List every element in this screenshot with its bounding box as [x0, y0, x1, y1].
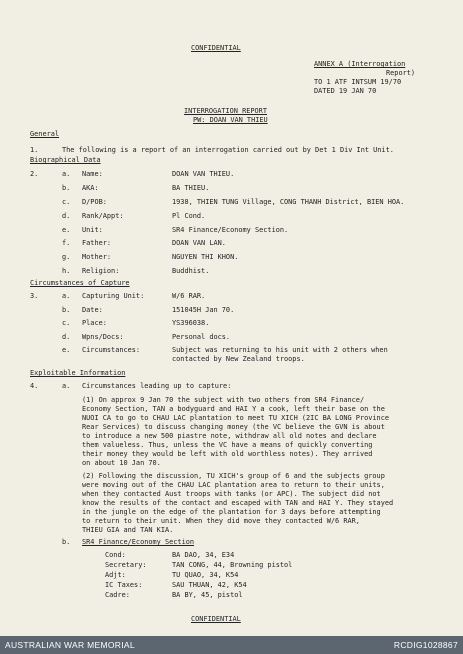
text-line: Rear Services) to discuss changing money (the VC believe the GVN is about — [82, 423, 385, 431]
row-letter: e. — [62, 226, 71, 234]
sub-letter: b. — [62, 538, 71, 546]
row-label: AKA: — [82, 184, 99, 192]
row-letter: c. — [62, 198, 71, 206]
sub-letter: a. — [62, 382, 71, 390]
row-value: Buddhist. — [172, 267, 210, 275]
text-line: know the results of the contact and escaped with TAN and HAI Y. They stayed — [82, 499, 394, 507]
report-title: INTERROGATION REPORT — [184, 107, 267, 115]
text-line: their money they would be left with old worthless notes). They arrived — [82, 450, 373, 458]
general-text: The following is a report of an interrogation carried out by Det 1 Div Int Unit. — [62, 146, 394, 154]
footer-source: AUSTRALIAN WAR MEMORIAL — [5, 640, 135, 650]
text-line: when they contacted Aust troops with tanks (or APC). The subject did not — [82, 490, 381, 498]
archive-footer — [0, 636, 463, 654]
sub-title: Circumstances leading up to capture: — [82, 382, 232, 390]
sub-title: SR4 Finance/Economy Section — [82, 538, 195, 546]
row-label: D/POB: — [82, 198, 107, 206]
row-value: YS396038. — [172, 319, 210, 327]
staff-value: TU QUAO, 34, K54 — [172, 571, 239, 579]
row-label: Unit: — [82, 226, 103, 234]
text-line: were moving out of the CHAU LAC plantation area to return to their units, — [82, 481, 385, 489]
staff-value: BA DAO, 34, E34 — [172, 551, 235, 559]
annex-line: DATED 19 JAN 70 — [314, 87, 377, 95]
row-label: Place: — [82, 319, 107, 327]
row-label: Wpns/Docs: — [82, 333, 124, 341]
row-letter: d. — [62, 212, 71, 220]
row-value: W/6 RAR. — [172, 292, 206, 300]
paragraph-number: 4. — [30, 382, 39, 390]
row-letter: h. — [62, 267, 71, 275]
section-heading-general: General — [30, 130, 60, 138]
row-label: Rank/Appt: — [82, 212, 124, 220]
row-letter: d. — [62, 333, 71, 341]
row-label: Circumstances: — [82, 346, 141, 354]
annex-line: ANNEX A (Interrogation — [314, 60, 406, 68]
staff-role: Cadre: — [105, 591, 130, 599]
row-value: DOAN VAN LAN. — [172, 239, 226, 247]
row-letter: b. — [62, 306, 71, 314]
row-label: Father: — [82, 239, 112, 247]
paragraph-number: 1. — [30, 146, 39, 154]
row-letter: c. — [62, 319, 71, 327]
row-value: Subject was returning to his unit with 2 others when — [172, 346, 388, 354]
staff-role: IC Taxes: — [105, 581, 143, 589]
text-line: Economy Section, TAN a bodyguard and HAI Y a cook, left their base on the — [82, 405, 385, 413]
text-line: NUOI CA to go to CHAU LAC plantation to meet TU XICH (2IC BA LONG Province — [82, 414, 389, 422]
text-line: to return to their unit. When they did move they contacted W/6 RAR, — [82, 517, 360, 525]
text-line: (1) On approx 9 Jan 70 the subject with two others from SR4 Finance/ — [82, 396, 365, 404]
row-value: BA THIEU. — [172, 184, 210, 192]
row-label: Religion: — [82, 267, 120, 275]
text-line: THIEU GIA and TAN KIA. — [82, 526, 174, 534]
classification-bottom: CONFIDENTIAL — [191, 615, 241, 623]
text-line: to introduce a new 500 piastre note, withdraw all old notes and declare — [82, 432, 377, 440]
text-line: them valueless. Thus, unless the VC have a means of quickly converting — [82, 441, 373, 449]
staff-role: Secretary: — [105, 561, 147, 569]
staff-value: BA BY, 45, pistol — [172, 591, 243, 599]
row-value: DOAN VAN THIEU. — [172, 170, 235, 178]
row-value: Pl Cond. — [172, 212, 206, 220]
section-heading-capture: Circumstances of Capture — [30, 279, 130, 287]
paragraph-number: 2. — [30, 170, 39, 178]
row-label: Date: — [82, 306, 103, 314]
row-letter: a. — [62, 170, 71, 178]
section-heading-bio: Biographical Data — [30, 156, 101, 164]
row-letter: g. — [62, 253, 71, 261]
annex-line: Report) — [386, 69, 416, 77]
text-line: (2) Following the discussion, TU XICH's group of 6 and the subjects group — [82, 472, 385, 480]
staff-role: Adjt: — [105, 571, 126, 579]
row-value: NGUYEN THI KHON. — [172, 253, 239, 261]
row-label: Name: — [82, 170, 103, 178]
row-letter: e. — [62, 346, 71, 354]
report-subtitle: PW: DOAN VAN THIEU — [193, 116, 268, 124]
row-value: 1938, THIEN TUNG Village, CONG THANH District, BIEN HOA. — [172, 198, 405, 206]
staff-value: TAN CONG, 44, Browning pistol — [172, 561, 293, 569]
row-value: contacted by New Zealand troops. — [172, 355, 305, 363]
annex-line: TO 1 ATF INTSUM 19/70 — [314, 78, 402, 86]
classification-top: CONFIDENTIAL — [191, 44, 241, 52]
row-letter: a. — [62, 292, 71, 300]
text-line: in the jungle on the edge of the plantation for 3 days before attempting — [82, 508, 381, 516]
footer-record-id: RCDIG1028867 — [393, 640, 458, 650]
row-value: 151045H Jan 70. — [172, 306, 235, 314]
staff-value: SAU THUAN, 42, K54 — [172, 581, 247, 589]
section-heading-exploitable: Exploitable Information — [30, 369, 126, 377]
text-line: on about 10 Jan 70. — [82, 459, 161, 467]
row-letter: b. — [62, 184, 71, 192]
row-value: SR4 Finance/Economy Section. — [172, 226, 289, 234]
staff-role: Cond: — [105, 551, 126, 559]
row-label: Mother: — [82, 253, 112, 261]
row-value: Personal docs. — [172, 333, 231, 341]
row-letter: f. — [62, 239, 71, 247]
row-label: Capturing Unit: — [82, 292, 145, 300]
paragraph-number: 3. — [30, 292, 39, 300]
